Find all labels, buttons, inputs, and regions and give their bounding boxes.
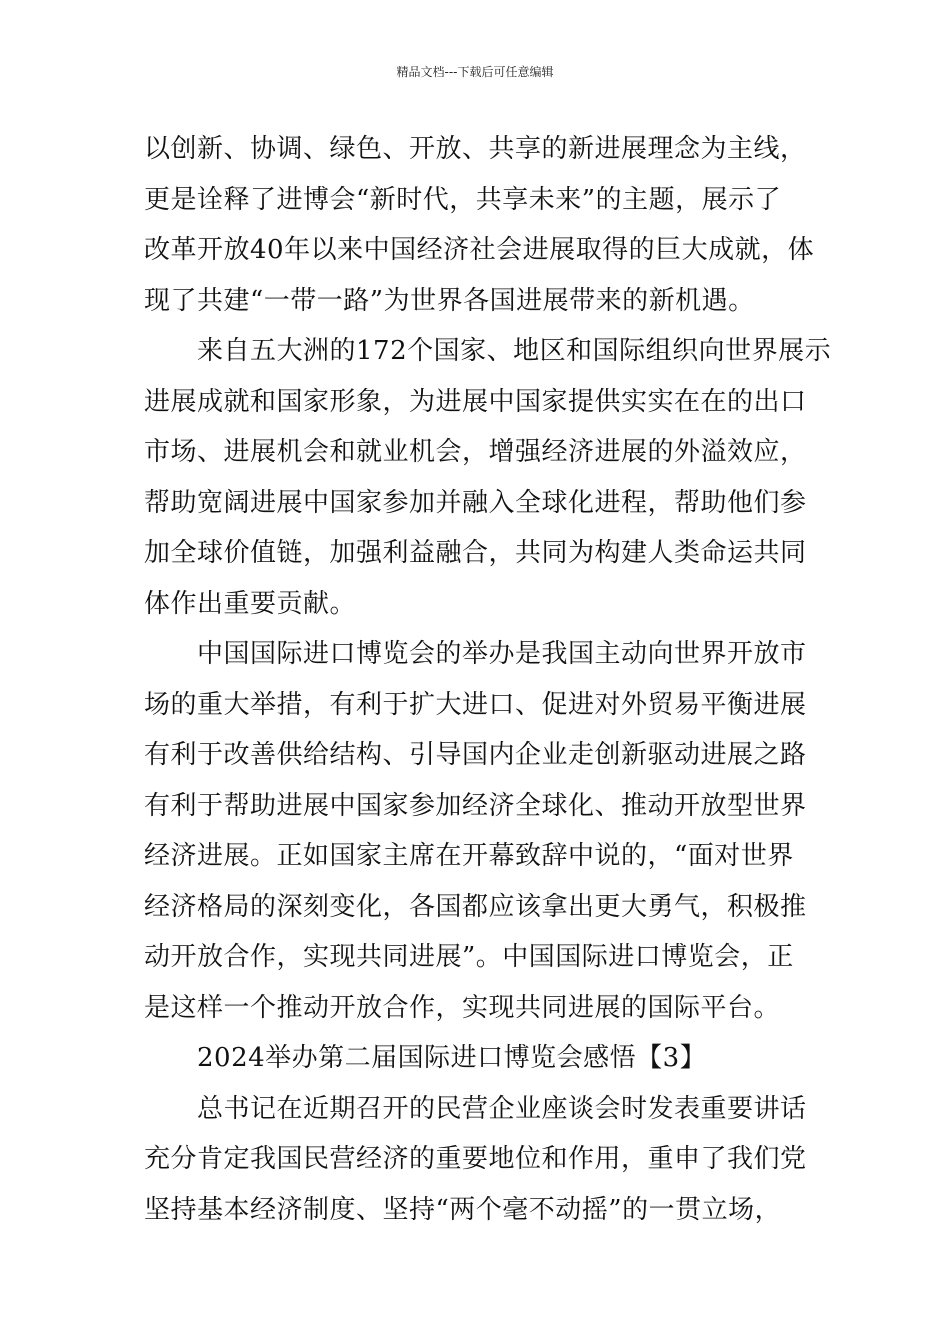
- text-line: 有利于改善供给结构、引导国内企业走创新驱动进展之路: [144, 740, 807, 770]
- text-line: 场的重大举措，有利于扩大进口、促进对外贸易平衡进展: [144, 689, 807, 720]
- text-line: 坚持基本经济制度、坚持“两个毫不动摇”的一贯立场，: [144, 1194, 782, 1225]
- paragraph-start-line: 中国国际进口博览会的举办是我国主动向世界开放市: [197, 639, 807, 669]
- text-line: 现了共建“一带一路”为世界各国进展带来的新机遇。: [144, 285, 755, 316]
- text-line: 以创新、协调、绿色、开放、共享的新进展理念为主线，: [144, 134, 807, 164]
- paragraph-start-line: 来自五大洲的172个国家、地区和国际组织向世界展示: [197, 336, 832, 366]
- text-line: 经济格局的深刻变化，各国都应该拿出更大勇气，积极推: [144, 891, 807, 922]
- paragraph-start-line: 总书记在近期召开的民营企业座谈会时发表重要讲话: [197, 1093, 807, 1124]
- text-line: 动开放合作，实现共同进展”。中国国际进口博览会，正: [144, 942, 794, 972]
- section-heading: 2024举办第二届国际进口博览会感悟【3】: [197, 1043, 707, 1073]
- text-line: 更是诠释了进博会“新时代，共享未来”的主题，展示了: [144, 184, 782, 215]
- page-header: 精品文档---下载后可任意编辑: [396, 65, 554, 79]
- document-body: [144, 124, 832, 1235]
- text-line: 进展成就和国家形象，为进展中国家提供实实在在的出口: [144, 386, 807, 417]
- text-line: 改革开放40年以来中国经济社会进展取得的巨大成就，体: [144, 235, 815, 265]
- text-line: 市场、进展机会和就业机会，增强经济进展的外溢效应，: [144, 437, 807, 467]
- text-line: 充分肯定我国民营经济的重要地位和作用，重申了我们党: [144, 1144, 807, 1174]
- text-line: 体作出重要贡献。: [144, 588, 357, 619]
- text-line: 帮助宽阔进展中国家参加并融入全球化进程，帮助他们参: [144, 487, 807, 518]
- text-line: 加全球价值链，加强利益融合，共同为构建人类命运共同: [144, 538, 807, 568]
- text-line: 经济进展。正如国家主席在开幕致辞中说的，“面对世界: [144, 841, 794, 871]
- text-line: 是这样一个推动开放合作，实现共同进展的国际平台。: [144, 992, 781, 1023]
- text-line: 有利于帮助进展中国家参加经济全球化、推动开放型世界: [144, 790, 807, 821]
